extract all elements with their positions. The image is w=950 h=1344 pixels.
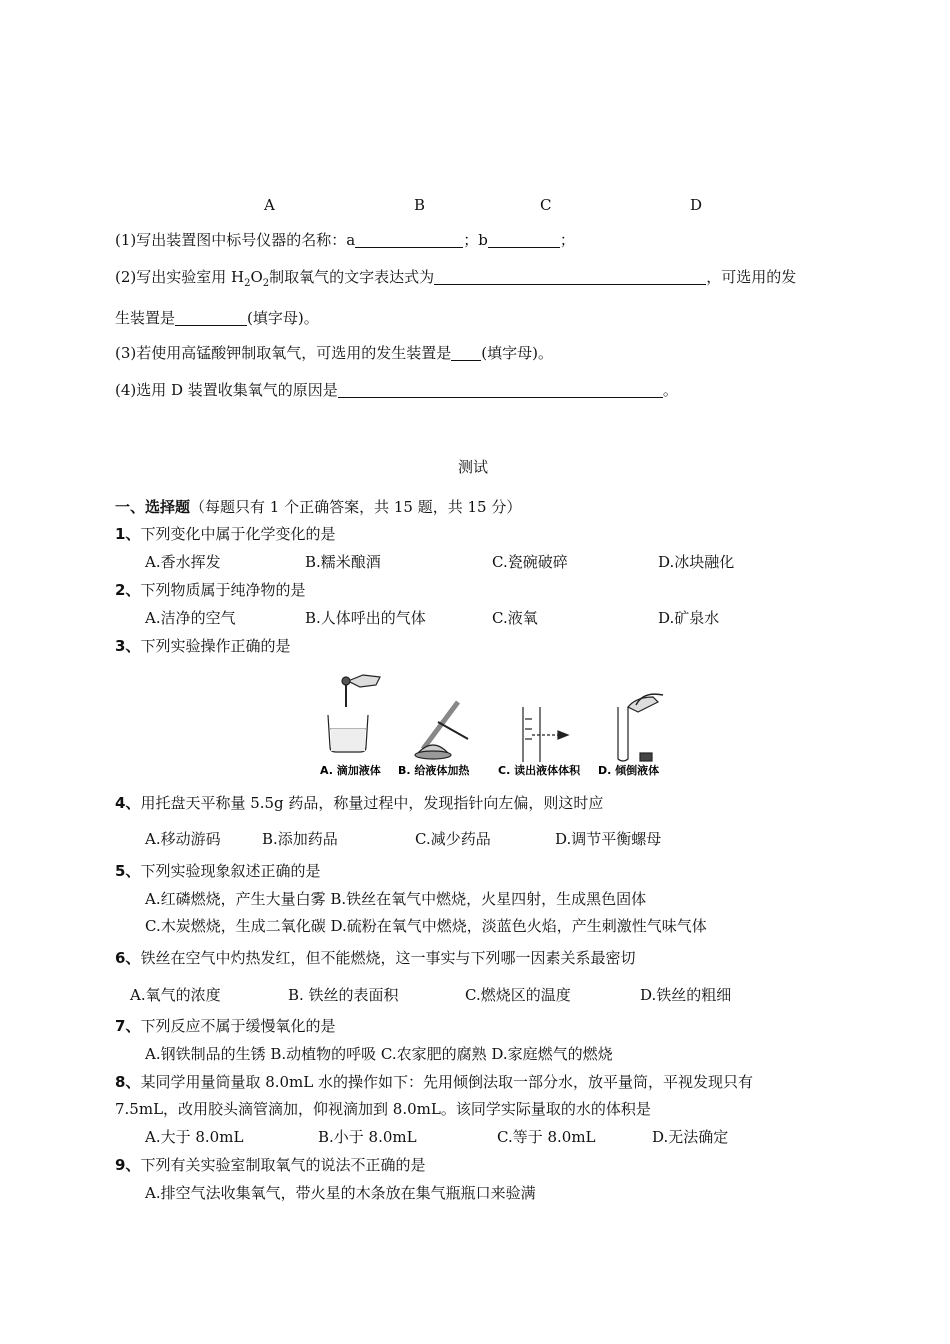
q8-option-c[interactable]: C.等于 8.0mL (497, 1128, 596, 1146)
q4-option-d[interactable]: D.调节平衡螺母 (555, 830, 662, 848)
question-number: 1、 (115, 525, 141, 543)
q2-option-a[interactable]: A.洁净的空气 (145, 609, 236, 627)
q1-option-b[interactable]: B.糯米酿酒 (305, 553, 381, 571)
measuring-cylinder-illustration (523, 707, 568, 762)
section-label: 一、选择题 (115, 498, 191, 516)
blank-reason[interactable] (338, 381, 663, 398)
figure-caption-d: D. 倾倒液体 (598, 764, 660, 777)
q6-option-b[interactable]: B. 铁丝的表面积 (288, 986, 399, 1004)
q4-prefix: (4)选用 D 装置收集氧气的原因是 (115, 381, 338, 399)
question-8-continued: 7.5mL，改用胶头滴管滴加，仰视滴加到 8.0mL。该同学实际量取的水的体积是 (115, 1100, 651, 1118)
q6-option-d[interactable]: D.铁丝的粗细 (640, 986, 732, 1004)
q2-end: ，可选用的发 (706, 268, 797, 286)
device-label-b: B (414, 196, 426, 214)
part1-q2-line2 (115, 308, 319, 328)
q2-prefix: (2)写出实验室用 H (115, 268, 245, 286)
section-note: （每题只有 1 个正确答案，共 15 题，共 15 分） (190, 498, 522, 516)
q3-prefix: (3)若使用高锰酸钾制取氧气，可选用的发生装置是 (115, 344, 452, 362)
q6-option-a[interactable]: A.氧气的浓度 (130, 986, 221, 1004)
blank-expression[interactable] (434, 268, 706, 285)
q3-end: (填字母)。 (481, 344, 553, 362)
question-text: 下列变化中属于化学变化的是 (140, 525, 336, 543)
q2-option-c[interactable]: C.液氧 (492, 609, 538, 627)
q2-option-d[interactable]: D.矿泉水 (658, 609, 720, 627)
q1-option-d[interactable]: D.冰块融化 (658, 553, 735, 571)
question-9 (115, 1155, 425, 1175)
question-4 (115, 793, 603, 813)
question-text: 用托盘天平称量 5.5g 药品，称量过程中，发现指针向左偏，则这时应 (140, 794, 604, 812)
q8-option-d[interactable]: D.无法确定 (652, 1128, 729, 1146)
q5-options-line-1[interactable]: A.红磷燃烧，产生大量白雾 B.铁丝在氧气中燃烧，火星四射，生成黑色固体 (145, 890, 647, 908)
question-text: 下列反应不属于缓慢氧化的是 (140, 1017, 336, 1035)
test-title: 测试 (458, 458, 489, 476)
q1-prefix: (1)写出装置图中标号仪器的名称：a (115, 231, 356, 249)
device-label-d: D (690, 196, 703, 214)
figure-caption-b: B. 给液体加热 (398, 764, 470, 777)
question-3 (115, 636, 290, 656)
question-text: 下列实验现象叙述正确的是 (140, 862, 321, 880)
q5-options-line-2[interactable]: C.木炭燃烧，生成二氧化碳 D.硫粉在氧气中燃烧，淡蓝色火焰，产生刺激性气味气体 (145, 917, 707, 935)
q1-end: ； (559, 231, 575, 249)
question-number: 8、 (115, 1073, 141, 1091)
q2-o: O (250, 268, 263, 286)
q6-option-c[interactable]: C.燃烧区的温度 (465, 986, 571, 1004)
part1-q1 (115, 230, 575, 250)
dropper-beaker-illustration (328, 675, 380, 752)
q7-options-line[interactable]: A.钢铁制品的生锈 B.动植物的呼吸 C.农家肥的腐熟 D.家庭燃气的燃烧 (145, 1045, 613, 1063)
question-number: 5、 (115, 862, 141, 880)
question-8 (115, 1072, 753, 1092)
question-text: 下列实验操作正确的是 (140, 637, 291, 655)
question-number: 3、 (115, 637, 141, 655)
question-number: 6、 (115, 949, 141, 967)
q4-option-c[interactable]: C.减少药品 (415, 830, 491, 848)
q8-option-a[interactable]: A.大于 8.0mL (145, 1128, 244, 1146)
q1-option-c[interactable]: C.瓷碗破碎 (492, 553, 568, 571)
pouring-liquid-illustration (618, 694, 663, 761)
question-text: 下列物质属于纯净物的是 (140, 581, 306, 599)
blank-device-h2o2[interactable] (175, 309, 247, 326)
lab-operations-figure (318, 667, 678, 779)
q4-option-b[interactable]: B.添加药品 (262, 830, 338, 848)
q1-option-a[interactable]: A.香水挥发 (145, 553, 221, 571)
blank-a[interactable] (355, 231, 463, 248)
section-heading (115, 497, 521, 517)
blank-device-kmno4[interactable] (451, 344, 481, 361)
question-1 (115, 524, 335, 544)
q2-sub2: 2 (262, 278, 270, 289)
question-6 (115, 948, 635, 968)
question-text: 某同学用量筒量取 8.0mL 水的操作如下：先用倾倒法取一部分水，放平量筒，平视发现只有 (140, 1073, 754, 1091)
figure-caption-a: A. 滴加液体 (320, 764, 381, 777)
question-2 (115, 580, 305, 600)
question-number: 7、 (115, 1017, 141, 1035)
q2-option-b[interactable]: B.人体呼出的气体 (305, 609, 426, 627)
q2-line2-end: (填字母)。 (247, 309, 319, 327)
question-number: 9、 (115, 1156, 141, 1174)
q8-option-b[interactable]: B.小于 8.0mL (318, 1128, 417, 1146)
q9-option-a[interactable]: A.排空气法收集氧气，带火星的木条放在集气瓶瓶口来验满 (145, 1184, 536, 1202)
question-number: 2、 (115, 581, 141, 599)
device-label-c: C (540, 196, 552, 214)
part1-q4 (115, 380, 678, 400)
device-label-a: A (264, 196, 275, 214)
heating-tube-illustration (415, 702, 468, 759)
q4-option-a[interactable]: A.移动游码 (145, 830, 221, 848)
question-text: 下列有关实验室制取氧气的说法不正确的是 (140, 1156, 426, 1174)
q2-post: 制取氧气的文字表达式为 (269, 268, 435, 286)
figure-caption-c: C. 读出液体体积 (498, 764, 581, 777)
part1-q2 (115, 267, 796, 294)
part1-q3 (115, 343, 553, 363)
q2-sub1: 2 (244, 278, 251, 289)
q1-mid: ；b (463, 231, 488, 249)
question-text: 铁丝在空气中灼热发红，但不能燃烧，这一事实与下列哪一因素关系最密切 (140, 949, 636, 967)
question-7 (115, 1016, 335, 1036)
question-number: 4、 (115, 794, 141, 812)
q2-line2-prefix: 生装置是 (115, 309, 176, 327)
q4-end: 。 (662, 381, 678, 399)
blank-b[interactable] (488, 231, 560, 248)
question-5 (115, 861, 320, 881)
